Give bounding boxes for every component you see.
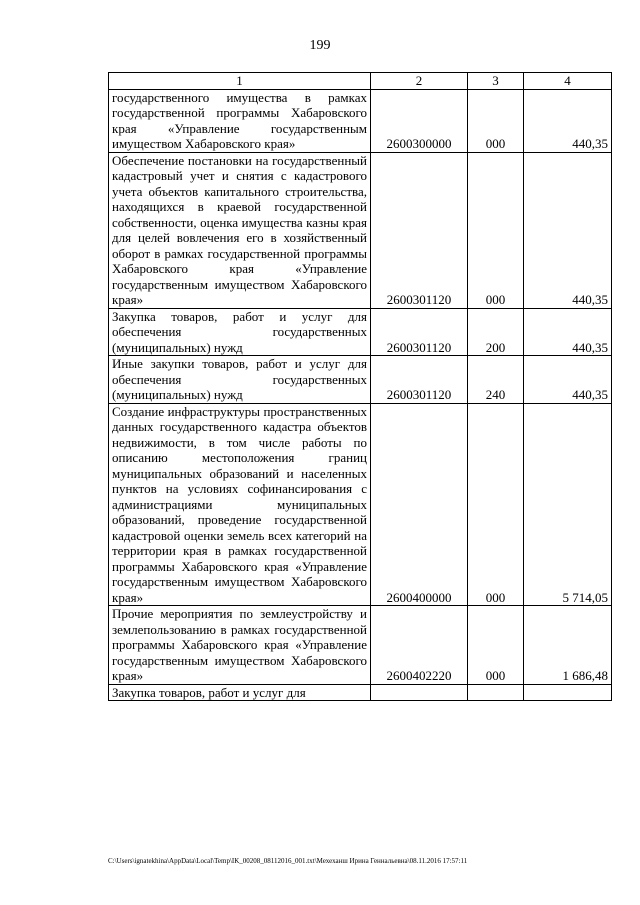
row-description: Закупка товаров, работ и услуг для bbox=[109, 684, 371, 701]
file-path-footer: C:\Users\ignatekhina\AppData\Local\Temp\IK_00208_08112016_001.txt\Мехеханш Ирина Геннальевна\08.11.2016 17:57:11 bbox=[108, 857, 468, 865]
row-type: 000 bbox=[468, 89, 524, 152]
row-code: 2600301120 bbox=[371, 356, 468, 404]
row-type: 000 bbox=[468, 606, 524, 685]
row-amount: 440,35 bbox=[524, 89, 612, 152]
row-type: 000 bbox=[468, 152, 524, 308]
column-header-3: 3 bbox=[468, 73, 524, 90]
row-code bbox=[371, 684, 468, 701]
row-code: 2600402220 bbox=[371, 606, 468, 685]
budget-table bbox=[108, 72, 612, 701]
row-amount: 440,35 bbox=[524, 356, 612, 404]
row-code: 2600400000 bbox=[371, 403, 468, 606]
row-type: 000 bbox=[468, 403, 524, 606]
row-amount: 440,35 bbox=[524, 152, 612, 308]
table-header-row bbox=[109, 73, 612, 90]
row-description: Обеспечение постановки на государственный кадастровый учет и снятия с кадастрового учета объектов капитального строительства, находящихся в краевой государственной собственности, оценка имущества казны края для целей вовлечения его в хозяйственный оборот в рамках государственной программы Хабаровского края «Управление государственным имуществом Хабаровского края» bbox=[109, 152, 371, 308]
table-row bbox=[109, 89, 612, 152]
row-type bbox=[468, 684, 524, 701]
row-amount: 440,35 bbox=[524, 308, 612, 356]
row-amount: 1 686,48 bbox=[524, 606, 612, 685]
row-description: Создание инфраструктуры пространственных данных государственного кадастра объектов недвижимости, в том числе работы по описанию местоположения границ муниципальных образований и населенных пунктов на условиях софинансирования с администрациями муниципальных образований, проведение государственной кадастровой оценки земель всех категорий на территории края в рамках государственной программы Хабаровского края «Управление государственным имуществом Хабаровского края» bbox=[109, 403, 371, 606]
column-header-1: 1 bbox=[109, 73, 371, 90]
row-amount: 5 714,05 bbox=[524, 403, 612, 606]
table-row bbox=[109, 356, 612, 404]
table-row-partial bbox=[109, 684, 612, 701]
row-amount bbox=[524, 684, 612, 701]
row-description: Закупка товаров, работ и услуг для обеспечения государственных (муниципальных) нужд bbox=[109, 308, 371, 356]
table-row bbox=[109, 606, 612, 685]
row-code: 2600301120 bbox=[371, 308, 468, 356]
table-row bbox=[109, 152, 612, 308]
row-code: 2600300000 bbox=[371, 89, 468, 152]
row-description: государственного имущества в рамках государственной программы Хабаровского края «Управление государственным имуществом Хабаровского края» bbox=[109, 89, 371, 152]
column-header-4: 4 bbox=[524, 73, 612, 90]
row-description: Иные закупки товаров, работ и услуг для обеспечения государственных (муниципальных) нужд bbox=[109, 356, 371, 404]
row-type: 240 bbox=[468, 356, 524, 404]
page-number: 199 bbox=[309, 38, 331, 53]
row-type: 200 bbox=[468, 308, 524, 356]
column-header-2: 2 bbox=[371, 73, 468, 90]
row-code: 2600301120 bbox=[371, 152, 468, 308]
table-row bbox=[109, 403, 612, 606]
table-row bbox=[109, 308, 612, 356]
row-description: Прочие мероприятия по землеустройству и землепользованию в рамках государственной программы Хабаровского края «Управление государственным имуществом Хабаровского края» bbox=[109, 606, 371, 685]
